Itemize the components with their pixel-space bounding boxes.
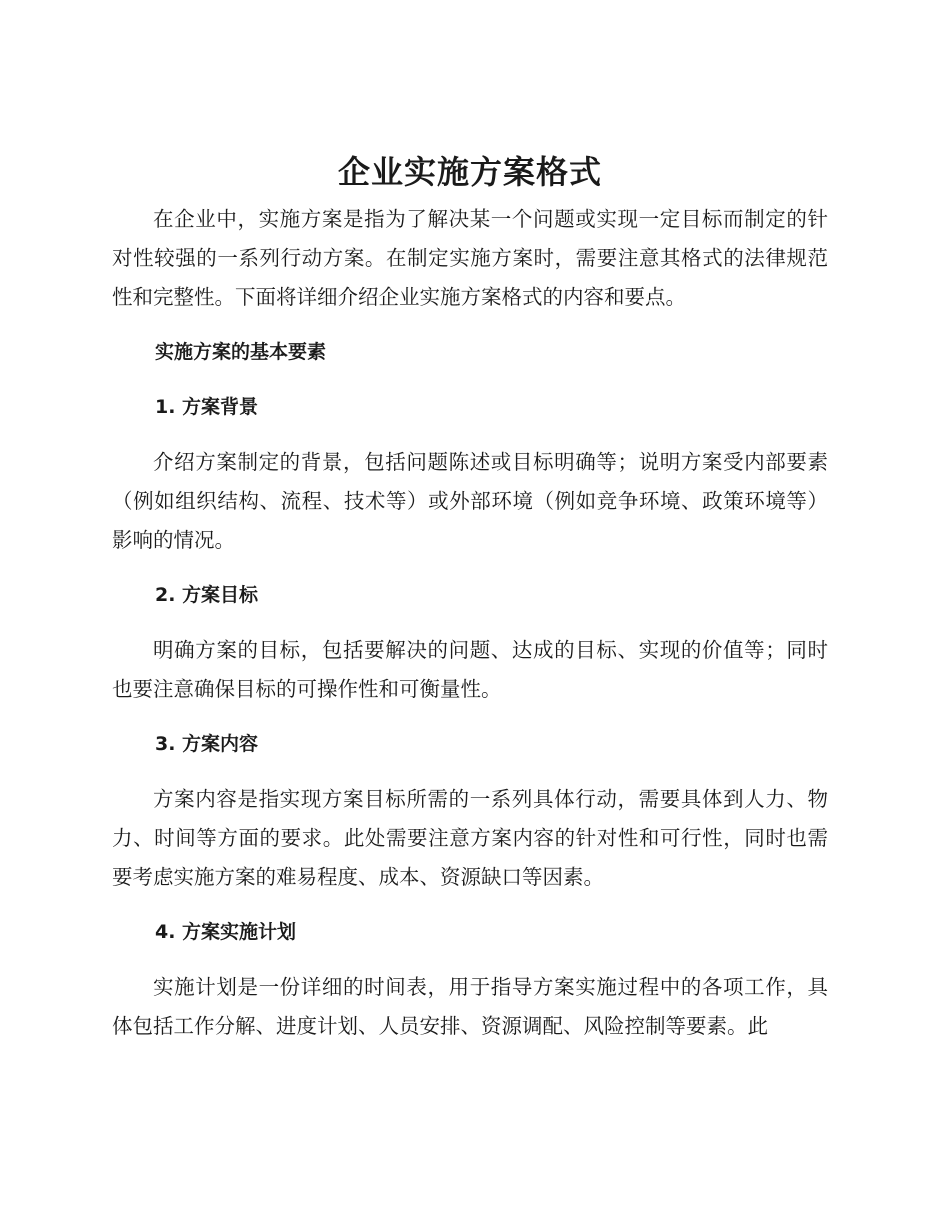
item-paragraph-plan: 实施计划是一份详细的时间表，用于指导方案实施过程中的各项工作，具体包括工作分解、进度计划、人员安排、资源调配、风险控制等要素。此: [112, 975, 828, 1038]
item-heading-background: 1. 方案背景: [155, 396, 259, 418]
item-paragraph-goals: 明确方案的目标，包括要解决的问题、达成的目标、实现的价值等；同时也要注意确保目标的可操作性和可衡量性。: [112, 638, 828, 701]
item-heading-goals: 2. 方案目标: [155, 584, 259, 606]
page-title: 企业实施方案格式: [337, 153, 602, 191]
item-heading-content: 3. 方案内容: [155, 733, 259, 755]
item-paragraph-background: 介绍方案制定的背景，包括问题陈述或目标明确等；说明方案受内部要素（例如组织结构、流程、技术等）或外部环境（例如竞争环境、政策环境等）影响的情况。: [112, 450, 828, 552]
item-paragraph-content: 方案内容是指实现方案目标所需的一系列具体行动，需要具体到人力、物力、时间等方面的要求。此处需要注意方案内容的针对性和可行性，同时也需要考虑实施方案的难易程度、成本、资源缺口等因素。: [112, 787, 828, 889]
section-heading: 实施方案的基本要素: [155, 341, 327, 363]
intro-paragraph: 在企业中，实施方案是指为了解决某一个问题或实现一定目标而制定的针对性较强的一系列行动方案。在制定实施方案时，需要注意其格式的法律规范性和完整性。下面将详细介绍企业实施方案格式的内容和要点。: [112, 207, 828, 309]
document-body: [112, 200, 828, 1046]
item-heading-plan: 4. 方案实施计划: [155, 921, 297, 943]
